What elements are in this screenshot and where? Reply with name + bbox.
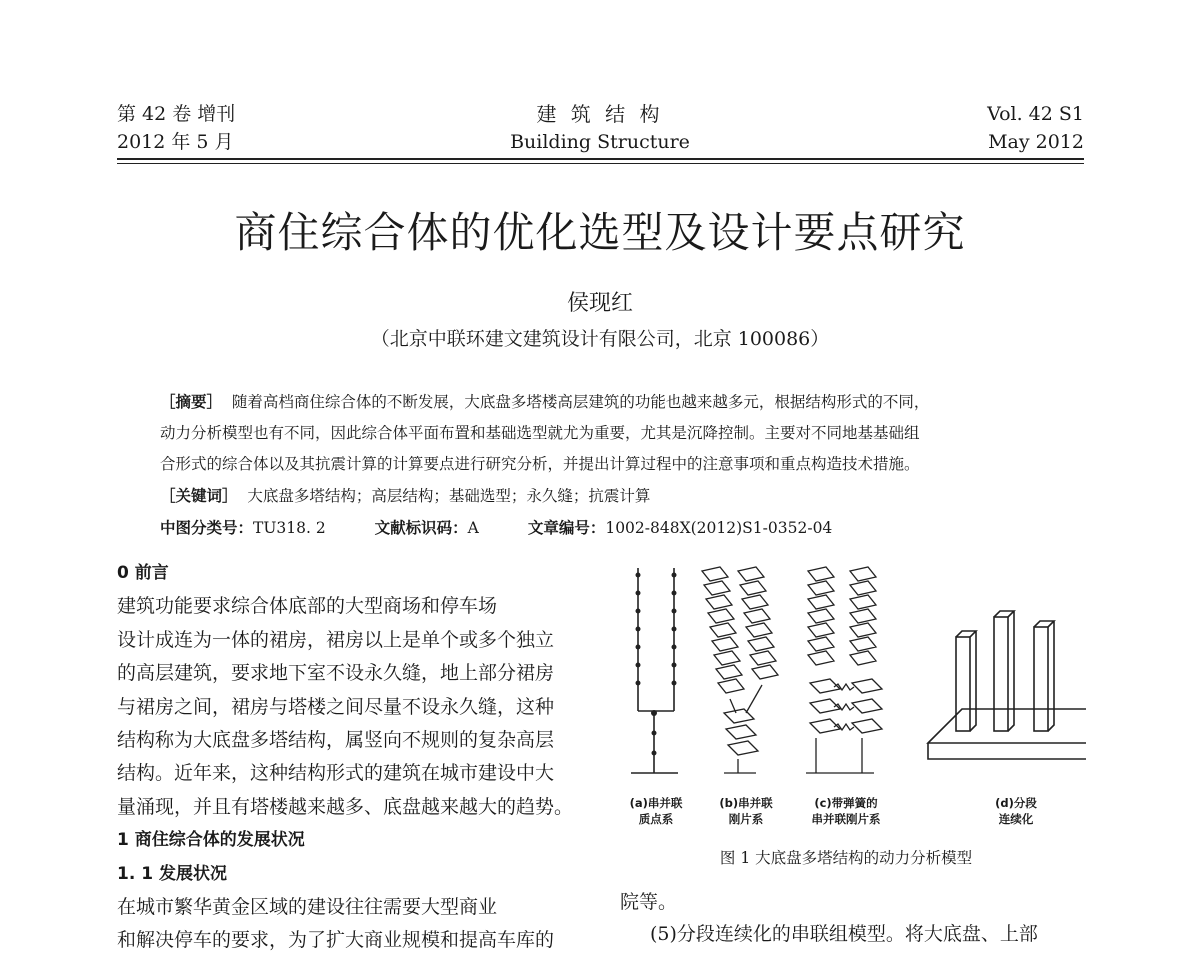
body-line: 和解决停车的要求，为了扩大商业规模和提高车库的 [117, 929, 555, 952]
caption-c-line1: (c)带弹簧的 [814, 796, 878, 810]
body-line: 与裙房之间，裙房与塔楼之间尽量不设永久缝，这种 [117, 695, 555, 718]
date-line: 2012 年 5 月 [117, 131, 234, 153]
figure-1 [606, 563, 1086, 826]
volume-line: 第 42 卷 增刊 [117, 103, 236, 125]
caption-c [796, 795, 896, 827]
body-line: 的高层建筑，要求地下室不设永久缝，地上部分裙房 [117, 662, 555, 685]
right-body-line-2: (5)分段连续化的串联组模型。将大底盘、上部 [650, 923, 1038, 945]
body-line: 结构。近年来，这种结构形式的建筑在城市建设中大 [117, 762, 555, 785]
journal-name-cn: 建 筑 结 构 [536, 102, 664, 126]
journal-issue [987, 100, 1084, 156]
article-no-label: 文章编号： [527, 518, 606, 537]
caption-d-line1: (d)分段 [995, 796, 1037, 810]
keywords-label: ［关键词］ [160, 486, 238, 505]
model-b-rigid-plates [702, 567, 778, 773]
caption-a [616, 795, 696, 827]
article-no: 1002-848X(2012)S1-0352-04 [605, 519, 833, 537]
caption-b-line2: 刚片系 [728, 812, 764, 826]
caption-c-line2: 串并联刚片系 [811, 812, 881, 826]
figure-1-caption: 图 1 大底盘多塔结构的动力分析模型 [719, 849, 973, 867]
journal-name-en: Building Structure [510, 131, 690, 153]
abstract-label: ［摘要］ [160, 392, 223, 411]
body-line: 设计成连为一体的裙房，裙房以上是单个或多个独立 [117, 628, 555, 651]
paper-title: 商住综合体的优化选型及设计要点研究 [234, 208, 966, 257]
journal-volume [117, 100, 235, 156]
caption-d [966, 795, 1066, 827]
abstract-line-3: 合形式的综合体以及其抗震计算的计算要点进行研究分析，并提出计算过程中的注意事项和重点构造技术措施。 [160, 455, 920, 473]
clc-label: 中图分类号： [160, 518, 254, 537]
paper-author: 侯现红 [566, 291, 633, 316]
caption-b [706, 795, 786, 827]
issue-date: May 2012 [988, 131, 1084, 153]
section-1-1-heading: 1. 1 发展状况 [117, 863, 227, 884]
classification-line [160, 512, 1060, 544]
caption-a-line2: 质点系 [638, 812, 674, 826]
caption-a-line1: (a)串并联 [629, 796, 683, 810]
clc-code: TU318. 2 [253, 519, 326, 537]
doc-code-label: 文献标识码： [374, 518, 468, 537]
caption-b-line1: (b)串并联 [719, 796, 773, 810]
caption-d-line2: 连续化 [998, 812, 1034, 826]
author-affiliation: （北京中联环建文建筑设计有限公司，北京 100086） [370, 328, 830, 350]
left-column [117, 557, 587, 958]
body-line: 建筑功能要求综合体底部的大型商场和停车场 [117, 595, 498, 618]
section-0-heading: 0 前言 [117, 563, 169, 583]
doc-code: A [467, 519, 479, 537]
keywords: 大底盘多塔结构；高层结构；基础选型；永久缝；抗震计算 [247, 487, 651, 505]
model-c-spring-plates [806, 567, 882, 773]
model-a-mass-system [631, 568, 678, 773]
journal-name [480, 100, 720, 156]
right-body-line-1: 院等。 [620, 891, 678, 913]
abstract-line-1: 随着高档商住综合体的不断发展，大底盘多塔楼高层建筑的功能也越来越多元，根据结构形式的不同， [231, 393, 930, 411]
model-d-segmented [928, 611, 1086, 759]
header-rule-thin [117, 163, 1084, 164]
issue-volume: Vol. 42 S1 [987, 103, 1084, 125]
section-1-heading: 1 商住综合体的发展状况 [117, 830, 305, 851]
abstract-line-2: 动力分析模型也有不同，因此综合体平面布置和基础选型就尤为重要，尤其是沉降控制。主要对不同地基基础组 [160, 424, 920, 442]
body-line: 在城市繁华黄金区域的建设往往需要大型商业 [117, 896, 498, 919]
body-line: 结构称为大底盘多塔结构，属竖向不规则的复杂高层 [117, 729, 555, 752]
figure-1-diagram [606, 563, 1086, 793]
body-line: 量涌现，并且有塔楼越来越多、底盘越来越大的趋势。 [117, 795, 574, 818]
abstract-block [160, 386, 1060, 544]
header-rule-thick [117, 158, 1084, 160]
